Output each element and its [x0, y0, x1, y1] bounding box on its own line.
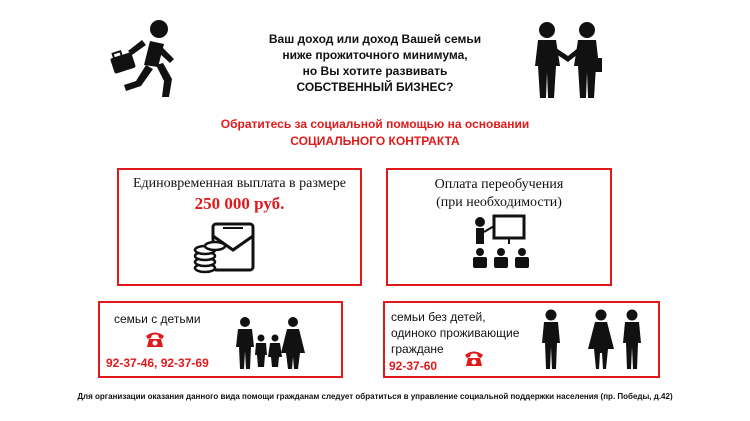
- headline-line-2: ниже прожиточного минимума,: [282, 48, 468, 62]
- running-man-with-briefcase-icon: [106, 15, 186, 100]
- training-line-1: Оплата переобучения: [434, 177, 564, 192]
- training-presentation-icon: [470, 214, 532, 270]
- call-to-action: [150, 116, 600, 150]
- family-with-children-icon: [234, 317, 306, 369]
- headline: [215, 31, 535, 95]
- money-envelope-coins-icon: [193, 222, 257, 274]
- payment-amount: 250 000 руб.: [194, 194, 285, 213]
- families-without-children-line-1: семьи без детей,: [391, 310, 486, 324]
- families-without-children-text: [391, 309, 519, 357]
- single-people-icon: [537, 309, 649, 369]
- payment-box: [117, 168, 362, 286]
- telephone-icon: [144, 330, 166, 348]
- payment-title: Единовременная выплата в размере: [133, 176, 346, 191]
- call-to-action-line-2: СОЦИАЛЬНОГО КОНТРАКТА: [290, 134, 460, 148]
- training-line-2: (при необходимости): [436, 195, 562, 210]
- families-without-children-line-2: одиноко проживающие: [391, 326, 520, 340]
- call-to-action-line-1: Обратитесь за социальной помощью на основании: [220, 117, 530, 131]
- footer-note: Для организации оказания данного вида помощи гражданам следует обратиться в управление социальной поддержки населения (пр. Победы, д.42): [77, 392, 673, 401]
- headline-line-1: Ваш доход или доход Вашей семьи: [268, 32, 482, 46]
- headline-line-4: СОБСТВЕННЫЙ БИЗНЕС?: [296, 80, 454, 94]
- training-title: [388, 176, 610, 212]
- training-box: [386, 168, 612, 286]
- handshake-icon: [532, 20, 604, 100]
- families-with-children-phones: 92-37-46, 92-37-69: [106, 356, 209, 370]
- families-without-children-line-3: граждане: [391, 342, 444, 356]
- families-without-children-phones: 92-37-60: [389, 359, 438, 373]
- headline-line-3: но Вы хотите развивать: [302, 64, 448, 78]
- telephone-icon: [463, 349, 485, 367]
- families-with-children-box: [98, 301, 343, 378]
- families-without-children-box: [383, 301, 660, 378]
- families-with-children-label: семьи с детьми: [114, 312, 201, 326]
